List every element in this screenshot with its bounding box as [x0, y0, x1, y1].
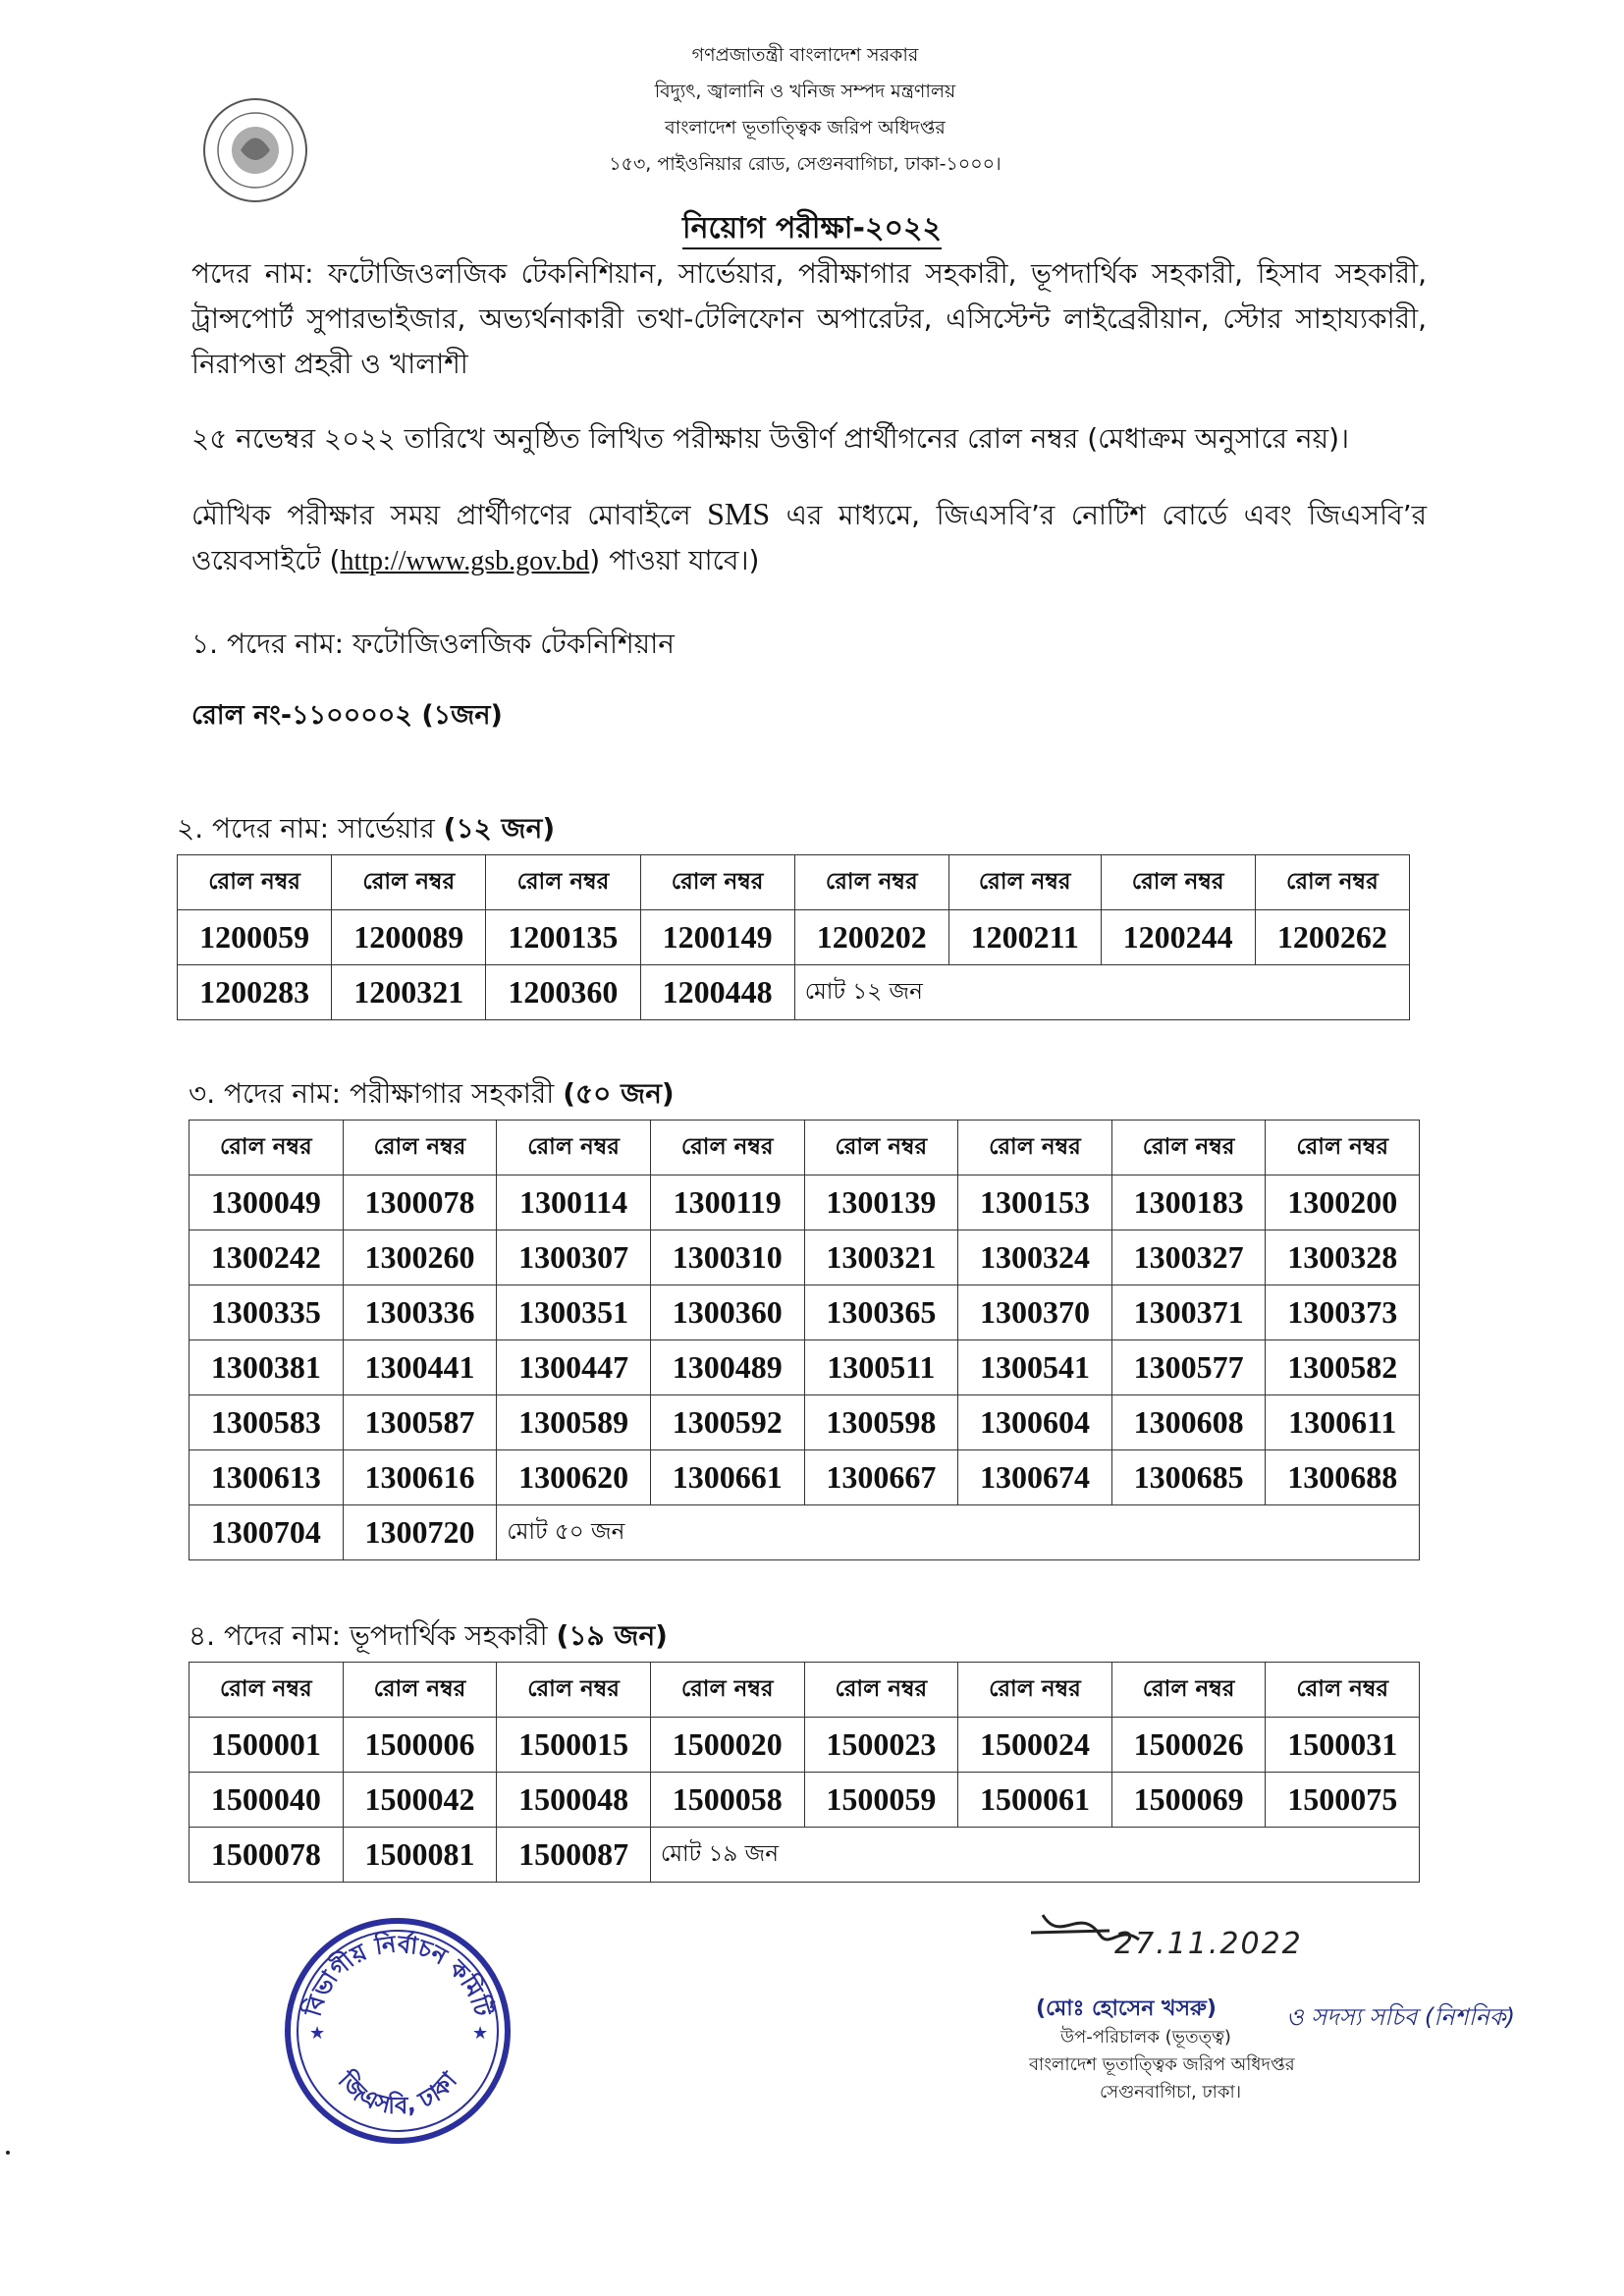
column-header: রোল নম্বর	[650, 1121, 804, 1175]
roll-number-cell: 1300327	[1111, 1230, 1266, 1285]
table-header-row	[189, 1121, 1420, 1175]
roll-number-cell: 1300370	[958, 1285, 1112, 1340]
table-row	[178, 965, 1410, 1020]
column-header: রোল নম্বর	[1111, 1663, 1266, 1718]
roll-number-cell: 1300351	[497, 1285, 651, 1340]
roll-number-cell: 1300078	[343, 1175, 497, 1230]
roll-number-cell: 1300592	[650, 1395, 804, 1450]
viva-text-1: মৌখিক পরীক্ষার সময় প্রার্থীগণের মোবাইলে	[191, 499, 708, 531]
roll-number-cell: 1300704	[189, 1505, 344, 1560]
roll-number-cell: 1300589	[497, 1395, 651, 1450]
government-seal-icon	[201, 96, 309, 204]
roll-number-cell: 1300242	[189, 1230, 344, 1285]
viva-text-3: ) পাওয়া যাবে।)	[589, 544, 760, 576]
table-row	[189, 1773, 1420, 1828]
column-header: রোল নম্বর	[1101, 855, 1255, 910]
roll-number-cell: 1300688	[1266, 1450, 1420, 1505]
column-header: রোল নম্বর	[332, 855, 486, 910]
roll-number-cell: 1300598	[804, 1395, 958, 1450]
roll-number-cell: 1200059	[178, 910, 332, 965]
column-header: রোল নম্বর	[948, 855, 1101, 910]
section-2-title	[177, 807, 555, 853]
table-row	[189, 1718, 1420, 1773]
roll-number-cell: 1300577	[1111, 1340, 1266, 1395]
table-row	[189, 1285, 1420, 1340]
roll-number-cell: 1300328	[1266, 1230, 1420, 1285]
column-header: রোল নম্বর	[497, 1663, 651, 1718]
roll-number-cell: 1300114	[497, 1175, 651, 1230]
total-count-cell: মোট ১২ জন	[794, 965, 1409, 1020]
table-row	[189, 1175, 1420, 1230]
column-header: রোল নম্বর	[1255, 855, 1409, 910]
roll-number-cell: 1500069	[1111, 1773, 1266, 1828]
roll-number-cell: 1500031	[1266, 1718, 1420, 1773]
roll-number-cell: 1200149	[640, 910, 794, 965]
signatory-name: (মোঃ হোসেন খসরু)	[1036, 1996, 1217, 2021]
section-3-title-text: ৩. পদের নাম: পরীক্ষাগার সহকারী	[189, 1077, 564, 1110]
signature-date: 27.11.2022	[1114, 1927, 1303, 1961]
roll-number-cell: 1300365	[804, 1285, 958, 1340]
column-header: রোল নম্বর	[343, 1121, 497, 1175]
roll-number-cell: 1200089	[332, 910, 486, 965]
notice-title-wrap	[0, 204, 1624, 254]
table-row	[189, 1505, 1420, 1560]
signatory-designation: উপ-পরিচালক (ভূতত্ত্ব)	[1060, 2027, 1231, 2048]
column-header: রোল নম্বর	[958, 1663, 1112, 1718]
roll-number-cell: 1500015	[497, 1718, 651, 1773]
column-header: রোল নম্বর	[650, 1663, 804, 1718]
roll-number-cell: 1300321	[804, 1230, 958, 1285]
roll-number-cell: 1200321	[332, 965, 486, 1020]
signatory-organization: বাংলাদেশ ভূতাত্ত্বিক জরিপ অধিদপ্তর	[1029, 2054, 1295, 2075]
roll-number-cell: 1300674	[958, 1450, 1112, 1505]
roll-number-cell: 1200448	[640, 965, 794, 1020]
roll-number-cell: 1200135	[486, 910, 640, 965]
column-header: রোল নম্বর	[189, 1121, 344, 1175]
roll-number-cell: 1300661	[650, 1450, 804, 1505]
total-count-cell: মোট ৫০ জন	[497, 1505, 1420, 1560]
roll-number-cell: 1300620	[497, 1450, 651, 1505]
column-header: রোল নম্বর	[178, 855, 332, 910]
section-4-count: (১৯ জন)	[556, 1619, 668, 1652]
column-header: রোল নম্বর	[343, 1663, 497, 1718]
column-header: রোল নম্বর	[1111, 1121, 1266, 1175]
letterhead-line-2: বিদ্যুৎ, জ্বালানি ও খনিজ সম্পদ মন্ত্রণালয়	[654, 81, 956, 102]
roll-number-cell: 1300613	[189, 1450, 344, 1505]
roll-number-cell: 1300720	[343, 1505, 497, 1560]
letterhead-line-3: বাংলাদেশ ভূতাত্ত্বিক জরিপ অধিদপ্তর	[665, 117, 946, 138]
roll-number-cell: 1300360	[650, 1285, 804, 1340]
column-header: রোল নম্বর	[1266, 1121, 1420, 1175]
table-row	[178, 910, 1410, 965]
svg-text:★: ★	[309, 2023, 326, 2044]
handwritten-note: ও সদস্য সচিব (নিশনিক)	[1286, 2003, 1515, 2031]
roll-number-cell: 1300335	[189, 1285, 344, 1340]
roll-number-cell: 1500048	[497, 1773, 651, 1828]
viva-text-2: এর মাধ্যমে, জিএসবি’র নোটিশ বোর্ডে এবং জিএসবি’র ওয়েবসাইটে (	[191, 499, 1428, 576]
roll-number-cell: 1300541	[958, 1340, 1112, 1395]
section-3-title	[189, 1072, 675, 1119]
section-3-count: (৫০ জন)	[563, 1077, 675, 1110]
roll-number-cell: 1300324	[958, 1230, 1112, 1285]
roll-number-cell: 1300685	[1111, 1450, 1266, 1505]
roll-number-cell: 1500078	[189, 1828, 344, 1883]
roll-number-cell: 1500075	[1266, 1773, 1420, 1828]
roll-number-cell: 1500001	[189, 1718, 344, 1773]
roll-number-cell: 1200244	[1101, 910, 1255, 965]
column-header: রোল নম্বর	[804, 1663, 958, 1718]
signatory-address: সেগুনবাগিচা, ঢাকা।	[1100, 2082, 1242, 2103]
roll-number-cell: 1300611	[1266, 1395, 1420, 1450]
column-header: রোল নম্বর	[794, 855, 948, 910]
roll-number-cell: 1500023	[804, 1718, 958, 1773]
roll-number-cell: 1300604	[958, 1395, 1112, 1450]
table-row	[189, 1395, 1420, 1450]
section-1-title: ১. পদের নাম: ফটোজিওলজিক টেকনিশিয়ান	[191, 628, 675, 660]
roll-number-cell: 1500087	[497, 1828, 651, 1883]
total-count-cell: মোট ১৯ জন	[650, 1828, 1419, 1883]
section-2-table	[177, 854, 1410, 1020]
roll-number-cell: 1500006	[343, 1718, 497, 1773]
roll-number-cell: 1300183	[1111, 1175, 1266, 1230]
roll-number-cell: 1300139	[804, 1175, 958, 1230]
roll-number-cell: 1300616	[343, 1450, 497, 1505]
section-4-title-text: ৪. পদের নাম: ভূপদার্থিক সহকারী	[189, 1619, 557, 1652]
roll-number-cell: 1500040	[189, 1773, 344, 1828]
posts-paragraph: পদের নাম: ফটোজিওলজিক টেকনিশিয়ান, সার্ভেয়ার, পরীক্ষাগার সহকারী, ভূপদার্থিক সহকারী, হিসাব সহকারী, ট্রান্সপোর্ট সুপারভাইজার, অভ্যর্থনাকারী তথা-টেলিফোন অপারেটর, এসিস্টেন্ট লাইব্রেরীয়ান, স্টোর সাহায্যকারী, নিরাপত্তা প্রহরী ও খালাশী	[191, 257, 1427, 380]
roll-number-cell: 1300667	[804, 1450, 958, 1505]
roll-number-cell: 1300153	[958, 1175, 1112, 1230]
roll-number-cell: 1200360	[486, 965, 640, 1020]
roll-number-cell: 1300049	[189, 1175, 344, 1230]
roll-number-cell: 1500061	[958, 1773, 1112, 1828]
table-row	[189, 1828, 1420, 1883]
svg-text:জিএসবি, ঢাকা	[332, 2065, 463, 2119]
section-2-count: (১২ জন)	[443, 812, 556, 845]
roll-number-cell: 1300441	[343, 1340, 497, 1395]
roll-number-cell: 1300310	[650, 1230, 804, 1285]
roll-number-cell: 1200211	[948, 910, 1101, 965]
roll-number-cell: 1300447	[497, 1340, 651, 1395]
column-header: রোল নম্বর	[640, 855, 794, 910]
roll-number-cell: 1300381	[189, 1340, 344, 1395]
roll-number-cell: 1300200	[1266, 1175, 1420, 1230]
roll-number-cell: 1200283	[178, 965, 332, 1020]
section-3-table	[189, 1120, 1420, 1560]
website-link[interactable]: http://www.gsb.gov.bd	[340, 546, 590, 576]
roll-number-cell: 1500042	[343, 1773, 497, 1828]
roll-number-cell: 1300511	[804, 1340, 958, 1395]
section-4-table	[189, 1662, 1420, 1883]
letterhead	[530, 37, 1080, 183]
column-header: রোল নম্বর	[804, 1121, 958, 1175]
roll-number-cell: 1300307	[497, 1230, 651, 1285]
roll-number-cell: 1200262	[1255, 910, 1409, 965]
committee-seal-stamp	[280, 1913, 515, 2149]
roll-number-cell: 1300371	[1111, 1285, 1266, 1340]
roll-number-cell: 1300373	[1266, 1285, 1420, 1340]
roll-number-cell: 1300583	[189, 1395, 344, 1450]
viva-paragraph	[191, 491, 1427, 584]
roll-number-cell: 1300489	[650, 1340, 804, 1395]
roll-number-cell: 1500059	[804, 1773, 958, 1828]
seal-top-text: বিভাগীয় নির্বাচন কমিটি	[298, 1930, 497, 2020]
roll-number-cell: 1300336	[343, 1285, 497, 1340]
letterhead-line-4: ১৫৩, পাইওনিয়ার রোড, সেগুনবাগিচা, ঢাকা-১০০০।	[609, 153, 1001, 175]
table-row	[189, 1450, 1420, 1505]
scan-speck	[6, 2151, 10, 2155]
roll-number-cell: 1500024	[958, 1718, 1112, 1773]
sms-text: SMS	[707, 496, 771, 531]
table-header-row	[189, 1663, 1420, 1718]
roll-number-cell: 1200202	[794, 910, 948, 965]
roll-number-cell: 1300608	[1111, 1395, 1266, 1450]
column-header: রোল নম্বর	[189, 1663, 344, 1718]
roll-number-cell: 1500026	[1111, 1718, 1266, 1773]
notice-title: নিয়োগ পরীক্ষা-২০২২	[682, 211, 942, 249]
roll-number-cell: 1500081	[343, 1828, 497, 1883]
seal-bottom-text: জিএসবি, ঢাকা	[332, 2066, 463, 2120]
letterhead-line-1: গণপ্রজাতন্ত্রী বাংলাদেশ সরকার	[691, 44, 919, 66]
column-header: রোল নম্বর	[497, 1121, 651, 1175]
svg-text:বিভাগীয় নির্বাচন কমিটি	[298, 1929, 499, 2021]
roll-number-cell: 1500058	[650, 1773, 804, 1828]
roll-number-cell: 1300582	[1266, 1340, 1420, 1395]
column-header: রোল নম্বর	[958, 1121, 1112, 1175]
svg-text:★: ★	[472, 2023, 489, 2044]
section-1-roll: রোল নং-১১০০০০২ (১জন)	[191, 700, 503, 731]
roll-number-cell: 1300119	[650, 1175, 804, 1230]
table-header-row	[178, 855, 1410, 910]
section-4-title	[189, 1614, 668, 1661]
table-row	[189, 1340, 1420, 1395]
column-header: রোল নম্বর	[1266, 1663, 1420, 1718]
roll-number-cell: 1500020	[650, 1718, 804, 1773]
table-row	[189, 1230, 1420, 1285]
roll-number-cell: 1300587	[343, 1395, 497, 1450]
section-2-title-text: ২. পদের নাম: সার্ভেয়ার	[177, 812, 444, 845]
date-paragraph: ২৫ নভেম্বর ২০২২ তারিখে অনুষ্ঠিত লিখিত পরীক্ষায় উত্তীর্ণ প্রার্থীগনের রোল নম্বর (মেধাক্রম অনুসারে নয়)।	[191, 422, 1350, 455]
roll-number-cell: 1300260	[343, 1230, 497, 1285]
column-header: রোল নম্বর	[486, 855, 640, 910]
